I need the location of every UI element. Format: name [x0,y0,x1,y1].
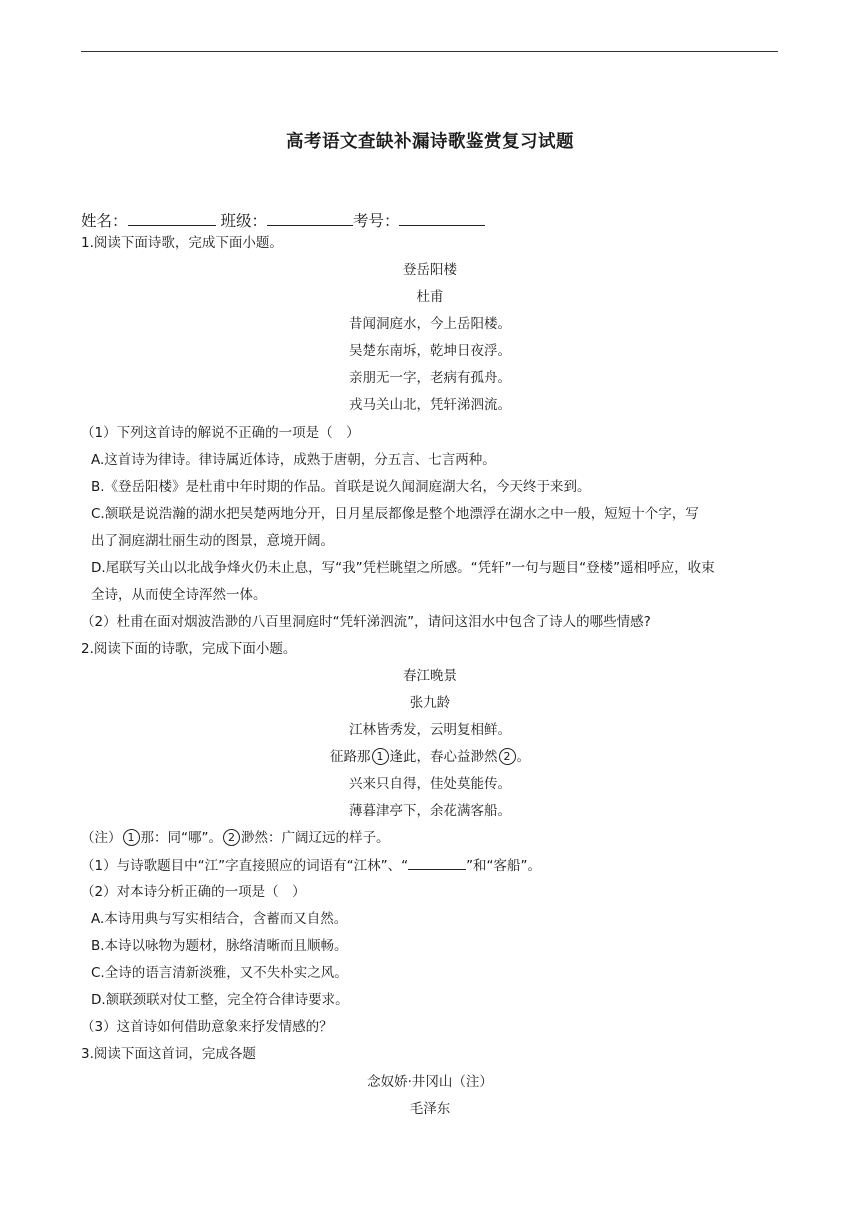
q2-option-b[interactable]: B.本诗以咏物为题材，脉络清晰而且顺畅。 [91,938,348,954]
student-info-row [81,210,485,231]
note-2-text: 渺然：广阔辽远的样子。 [241,830,390,846]
q1-poet: 杜甫 [416,289,444,305]
q1-option-d[interactable]: D.尾联写关山以北战争烽火仍未止息，写“我”凭栏眺望之所感。“凭轩”一句与题目“登楼”遥相呼应，收束 [91,560,715,576]
q2-sub2: （2）对本诗分析正确的一项是（ ） [81,884,306,900]
q2-poem-line: 薄暮津亭下，余花满客船。 [349,803,511,819]
header-rule [81,51,778,52]
q3-poem-title: 念奴娇·井冈山（注） [367,1074,493,1090]
q2-poem-title: 春江晚景 [403,668,457,684]
note-1-text: 那：同“哪”。 [140,830,222,846]
q1-sub1: （1）下列这首诗的解说不正确的一项是（ ） [81,425,360,441]
q1-poem-line: 昔闻洞庭水，今上岳阳楼。 [349,316,511,332]
q1-sub2: （2）杜甫在面对烟波浩渺的八百里洞庭时“凭轩涕泗流”，请问这泪水中包含了诗人的哪些情感? [81,614,651,630]
q2-option-c[interactable]: C.全诗的语言清新淡雅，又不失朴实之风。 [91,965,348,981]
q2-poem-line: 江林皆秀发，云明复相鲜。 [349,722,511,738]
q2-sub1 [81,856,541,875]
q2-option-a[interactable]: A.本诗用典与写实相结合，含蓄而又自然。 [91,911,348,927]
q2-notes [81,829,390,847]
class-blank[interactable] [267,210,353,226]
name-blank[interactable] [128,210,216,226]
class-label: 班级： [220,212,267,230]
q2-option-d[interactable]: D.颔联颈联对仗工整，完全符合律诗要求。 [91,992,349,1008]
q2-poet: 张九龄 [409,695,451,711]
q2-poem-line: 兴来只自得，佳处莫能传。 [349,776,511,792]
q2-line2-part-a: 征路那 [330,749,371,765]
q3-poet: 毛泽东 [409,1101,451,1117]
id-blank[interactable] [399,210,485,226]
q3-intro: 3.阅读下面这首词，完成各题 [81,1046,256,1062]
q2-line2-part-b: 逢此，春心益渺然 [389,749,498,765]
note-marker-1: 1 [123,829,140,846]
note-marker-2: 2 [223,829,240,846]
name-label: 姓名： [81,212,128,230]
q1-option-c[interactable]: C.颔联是说浩瀚的湖水把吴楚两地分开，日月星辰都像是整个地漂浮在湖水之中一般，短短十个字，写 [91,506,699,522]
q1-poem-title: 登岳阳楼 [403,262,457,278]
note-prefix: （注） [81,830,122,846]
q2-poem-line [0,748,860,766]
q2-intro: 2.阅读下面的诗歌，完成下面小题。 [81,641,297,657]
note-marker-2: 2 [499,748,516,765]
q1-poem-line: 亲朋无一字，老病有孤舟。 [349,370,511,386]
q1-option-a[interactable]: A.这首诗为律诗。律诗属近体诗，成熟于唐朝，分五言、七言两种。 [91,452,496,468]
q1-option-d-cont[interactable]: 全诗，从而使全诗浑然一体。 [91,587,267,603]
answer-blank[interactable] [408,856,466,870]
q1-poem-line: 戎马关山北，凭轩涕泗流。 [349,397,511,413]
document-title: 高考语文查缺补漏诗歌鉴赏复习试题 [286,132,574,152]
id-label: 考号： [352,212,400,230]
q2-sub1-text-b: ”和“客船”。 [466,858,542,874]
note-marker-1: 1 [372,748,389,765]
q1-poem-line: 吴楚东南坼，乾坤日夜浮。 [349,343,511,359]
q2-sub1-text-a: （1）与诗歌题目中“江”字直接照应的词语有“江林”、“ [81,858,409,874]
q1-option-c-cont[interactable]: 出了洞庭湖壮丽生动的图景，意境开阔。 [91,533,334,549]
q1-intro: 1.阅读下面诗歌，完成下面小题。 [81,235,283,251]
q2-sub3: （3）这首诗如何借助意象来抒发情感的？ [81,1019,333,1035]
q1-option-b[interactable]: B.《登岳阳楼》是杜甫中年时期的作品。首联是说久闻洞庭湖大名，今天终于来到。 [91,479,591,495]
q2-line2-part-c: 。 [516,749,530,765]
